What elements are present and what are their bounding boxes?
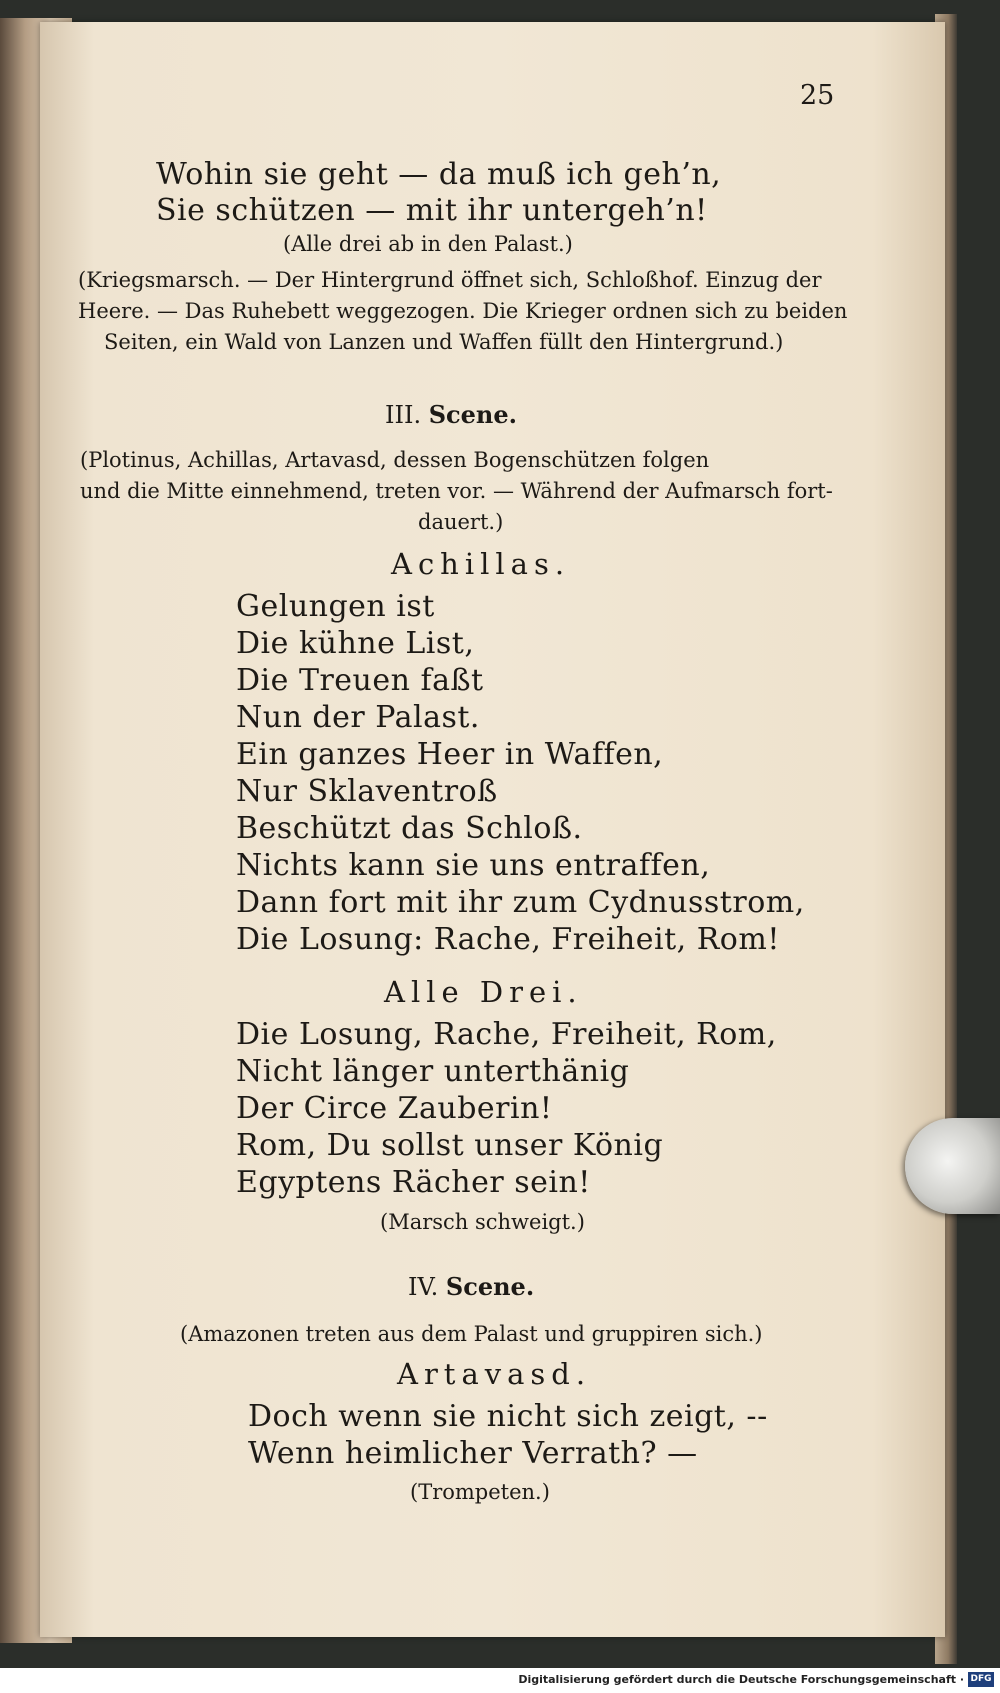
verse-line: Beschützt das Schloß. bbox=[236, 811, 583, 846]
book-page bbox=[40, 22, 945, 1637]
stage-direction-exit: (Alle drei ab in den Palast.) bbox=[283, 232, 573, 256]
scene-word: Scene. bbox=[445, 1272, 535, 1301]
verse-line: Die Losung, Rache, Freiheit, Rom, bbox=[236, 1017, 777, 1052]
verse-line: Rom, Du sollst unser König bbox=[236, 1128, 664, 1163]
verse-line: Die Treuen faßt bbox=[236, 663, 484, 698]
stage-direction-line: (Plotinus, Achillas, Artavasd, dessen Bogenschützen folgen bbox=[80, 448, 710, 472]
verse-line: Egyptens Rächer sein! bbox=[236, 1165, 591, 1200]
stage-direction-line: Seiten, ein Wald von Lanzen und Waffen füllt den Hintergrund.) bbox=[104, 330, 784, 354]
verse-line: Doch wenn sie nicht sich zeigt, -- bbox=[248, 1399, 768, 1434]
stage-direction-line: (Kriegsmarsch. — Der Hintergrund öffnet sich, Schloßhof. Einzug der bbox=[78, 268, 822, 292]
verse-line: Nicht länger unterthänig bbox=[236, 1054, 630, 1089]
verse-line: Die Losung: Rache, Freiheit, Rom! bbox=[236, 922, 780, 957]
scene-word: Scene. bbox=[428, 400, 518, 429]
stage-direction-line: und die Mitte einnehmend, treten vor. — Während der Aufmarsch fort- bbox=[80, 479, 833, 503]
scene-number: III. bbox=[385, 401, 422, 429]
dfg-logo: DFG bbox=[968, 1672, 994, 1687]
verse-line: Die kühne List, bbox=[236, 626, 475, 661]
scene-heading-4 bbox=[408, 1272, 534, 1301]
verse-line: Nun der Palast. bbox=[236, 700, 480, 735]
verse-line: Dann fort mit ihr zum Cydnusstrom, bbox=[236, 885, 805, 920]
verse-line: Wohin sie geht — da muß ich geh’n, bbox=[156, 157, 722, 192]
funding-notice: Digitalisierung gefördert durch die Deutsche Forschungsgemeinschaft · bbox=[518, 1673, 964, 1686]
stage-direction-silence: (Marsch schweigt.) bbox=[380, 1210, 585, 1234]
speaker-name-artavasd: Artavasd. bbox=[397, 1357, 592, 1391]
verse-line: Gelungen ist bbox=[236, 589, 435, 624]
page-clip bbox=[905, 1118, 1000, 1214]
stage-direction-line: Heere. — Das Ruhebett weggezogen. Die Krieger ordnen sich zu beiden bbox=[78, 299, 848, 323]
page-number: 25 bbox=[800, 80, 835, 111]
scene-number: IV. bbox=[408, 1273, 439, 1301]
stage-direction-line: (Amazonen treten aus dem Palast und gruppiren sich.) bbox=[180, 1322, 763, 1346]
stage-direction-trumpets: (Trompeten.) bbox=[410, 1480, 550, 1504]
verse-line: Ein ganzes Heer in Waffen, bbox=[236, 737, 664, 772]
verse-line: Wenn heimlicher Verrath? — bbox=[248, 1436, 698, 1471]
footer-bar bbox=[0, 1668, 1000, 1693]
stage-direction-line: dauert.) bbox=[418, 510, 504, 534]
verse-line: Sie schützen — mit ihr untergeh’n! bbox=[156, 193, 708, 228]
scene-heading-3 bbox=[385, 400, 517, 429]
verse-line: Der Circe Zauberin! bbox=[236, 1091, 553, 1126]
speaker-name-achillas: Achillas. bbox=[391, 547, 571, 581]
verse-line: Nichts kann sie uns entraffen, bbox=[236, 848, 711, 883]
verse-line: Nur Sklaventroß bbox=[236, 774, 498, 809]
speaker-name-alle-drei: Alle Drei. bbox=[384, 975, 583, 1009]
